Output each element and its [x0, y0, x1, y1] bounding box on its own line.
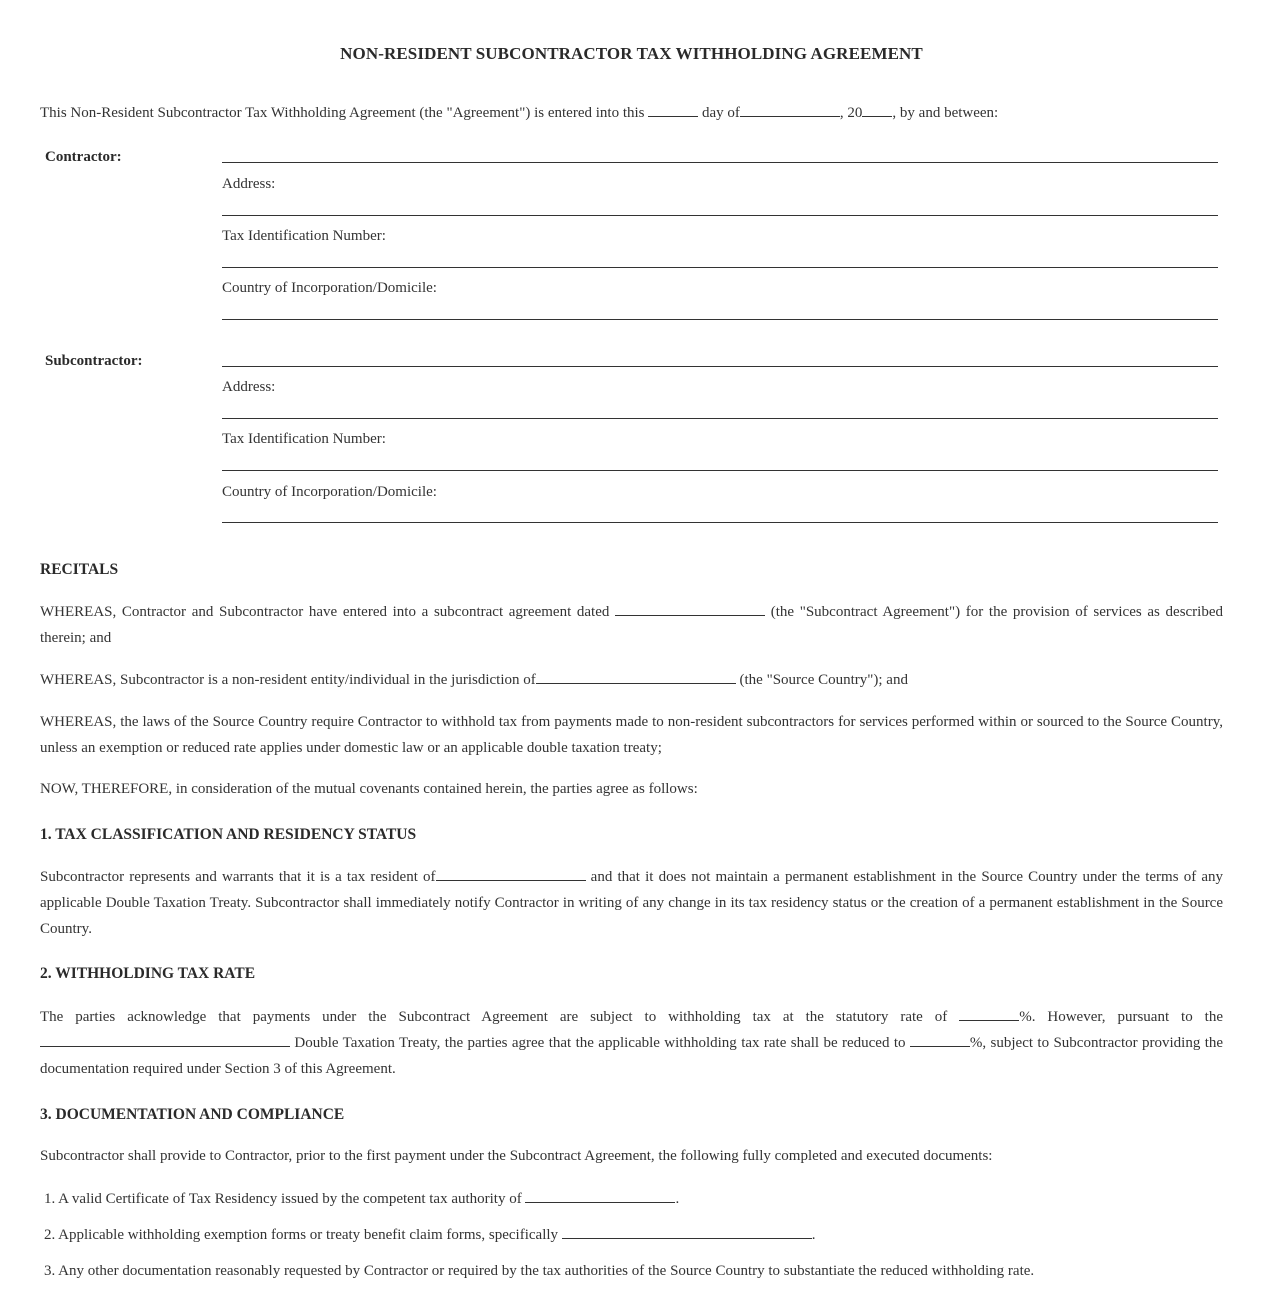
contractor-address-label: Address: — [222, 176, 276, 192]
intro-text-2: day of — [702, 105, 740, 121]
month-blank[interactable] — [740, 102, 840, 117]
section-2-heading: 2. WITHHOLDING TAX RATE — [40, 965, 256, 982]
day-blank[interactable] — [648, 102, 698, 117]
recital-1-text-a: WHEREAS, Contractor and Subcontractor have entered into a subcontract agreement dated — [40, 604, 610, 620]
subcontractor-country-label: Country of Incorporation/Domicile: — [222, 484, 437, 500]
now-therefore-paragraph: NOW, THEREFORE, in consideration of the mutual covenants contained herein, the parties agree as follows: — [40, 781, 698, 797]
contractor-country-line[interactable] — [222, 319, 1218, 320]
contractor-tin-line[interactable] — [222, 267, 1218, 268]
section-2-paragraph — [40, 1004, 1223, 1082]
list-item-2-period: . — [811, 1227, 816, 1243]
statutory-rate-blank[interactable] — [959, 1006, 1019, 1021]
recital-whereas-2 — [40, 667, 1223, 693]
intro-text-3: , 20 — [839, 105, 863, 121]
treaty-forms-blank[interactable] — [562, 1224, 812, 1239]
subcontractor-address-line[interactable] — [222, 418, 1218, 419]
intro-text-1: This Non-Resident Subcontractor Tax Withholding Agreement (the "Agreement") is entered into this — [40, 105, 645, 121]
section-2-text-a: The parties acknowledge that payments under the Subcontract Agreement are subject to withholding tax at the statutory rate of — [40, 1009, 948, 1025]
list-item: 3. Any other documentation reasonably requested by Contractor or required by the tax authorities of the Source Country to substantiate the reduced withholding rate. — [44, 1263, 1035, 1279]
intro-paragraph — [40, 100, 1223, 126]
section-1-text-b: and that it does not maintain a permanent establishment in the Source Country under the terms of any applicable Double Taxation Treaty. Subcontractor shall immediately notify Contractor in writing of any change in its tax residency status or the creation of a permanent establishment in the Source Country. — [40, 869, 1224, 937]
contractor-tin-label: Tax Identification Number: — [222, 228, 386, 244]
reduced-rate-blank[interactable] — [910, 1032, 970, 1047]
subcontractor-tin-label: Tax Identification Number: — [222, 431, 386, 447]
section-1-text-a: Subcontractor represents and warrants that it is a tax resident of — [40, 869, 436, 885]
section-1-paragraph — [40, 864, 1223, 942]
tax-residency-blank[interactable] — [436, 866, 586, 881]
section-1-heading: 1. TAX CLASSIFICATION AND RESIDENCY STATUS — [40, 826, 417, 843]
section-3-intro: Subcontractor shall provide to Contractor, prior to the first payment under the Subcontract Agreement, the following fully completed and executed documents: — [40, 1148, 993, 1164]
intro-text-4: , by and between: — [892, 105, 999, 121]
subcontractor-name-line[interactable] — [222, 366, 1218, 367]
subcontractor-address-label: Address: — [222, 379, 276, 395]
list-item-1-period: . — [675, 1191, 680, 1207]
contractor-name-line[interactable] — [222, 162, 1218, 163]
contractor-country-label: Country of Incorporation/Domicile: — [222, 280, 437, 296]
treaty-name-blank[interactable] — [40, 1032, 290, 1047]
certificate-authority-blank[interactable] — [525, 1188, 675, 1203]
section-2-text-b: %. However, pursuant to the — [1019, 1009, 1223, 1025]
recital-1-text-b: (the "Subcontract Agreement") for the provision of services as described therein; and — [40, 604, 1224, 646]
contractor-address-line[interactable] — [222, 215, 1218, 216]
recital-whereas-1 — [40, 599, 1223, 651]
recital-2-text-a: WHEREAS, Subcontractor is a non-resident entity/individual in the jurisdiction of — [40, 672, 536, 688]
contractor-label: Contractor: — [45, 149, 122, 165]
jurisdiction-blank[interactable] — [536, 669, 736, 684]
section-2-text-d: %, subject to Subcontractor providing the documentation required under Section 3 of this Agreement. — [40, 1035, 1224, 1077]
list-item — [44, 1186, 1223, 1212]
document-title: NON-RESIDENT SUBCONTRACTOR TAX WITHHOLDING AGREEMENT — [340, 44, 923, 63]
subcontractor-tin-line[interactable] — [222, 470, 1218, 471]
subcontractor-country-line[interactable] — [222, 522, 1218, 523]
section-3-heading: 3. DOCUMENTATION AND COMPLIANCE — [40, 1106, 345, 1123]
list-item-2-text: 2. Applicable withholding exemption forms or treaty benefit claim forms, specifically — [44, 1227, 559, 1243]
year-blank[interactable] — [862, 102, 892, 117]
list-item-1-text: 1. A valid Certificate of Tax Residency issued by the competent tax authority of — [44, 1191, 522, 1207]
recital-2-text-b: (the "Source Country"); and — [739, 672, 908, 688]
recitals-heading: RECITALS — [40, 561, 119, 578]
recital-whereas-3: WHEREAS, the laws of the Source Country require Contractor to withhold tax from payments made to non-resident subcontractors for services performed within or sourced to the Source Country, unless an exemption or reduced rate applies under domestic law or an applicable double taxation treaty; — [40, 714, 1223, 756]
subcontract-date-blank[interactable] — [615, 601, 765, 616]
section-2-text-c: Double Taxation Treaty, the parties agree that the applicable withholding tax rate shall be reduced to — [294, 1035, 906, 1051]
subcontractor-label: Subcontractor: — [45, 353, 143, 369]
list-item — [44, 1222, 1223, 1248]
